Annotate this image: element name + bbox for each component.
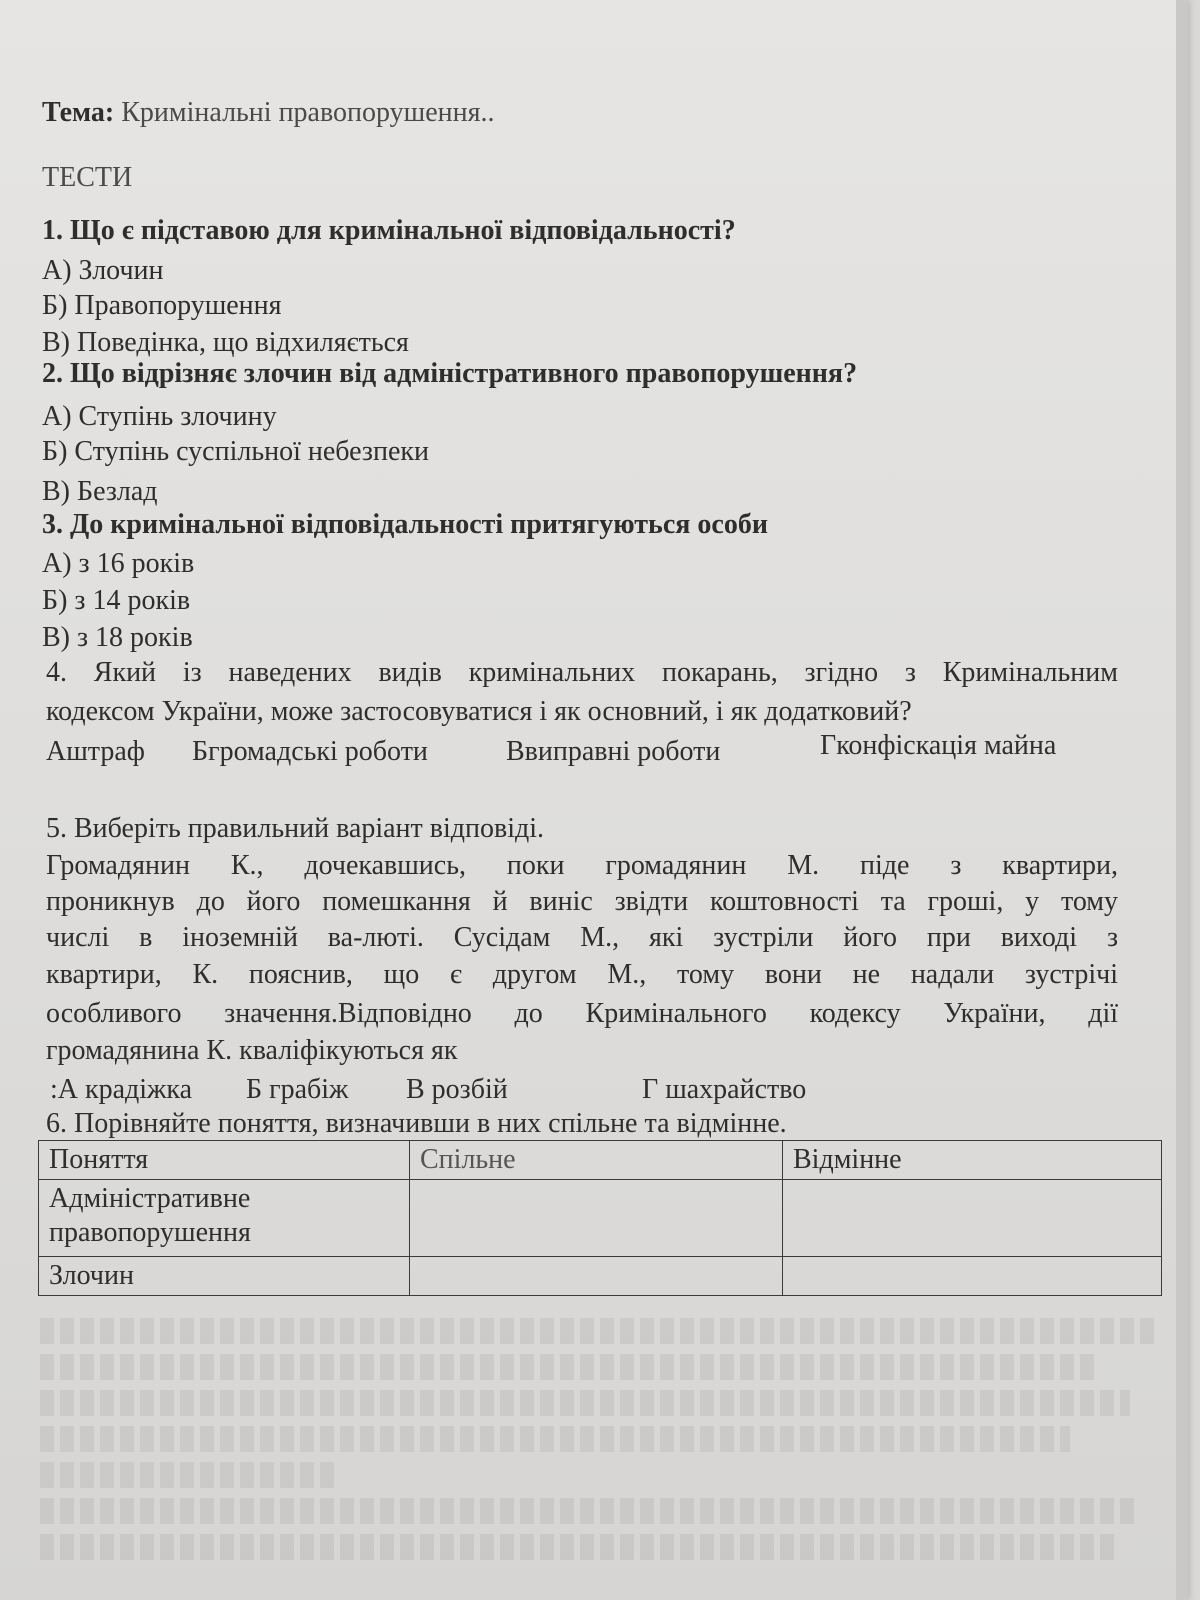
q3-option-c: В) з 18 років xyxy=(42,622,193,653)
comparison-table xyxy=(38,1140,1162,1296)
q5-text-last: громадянина К. кваліфікуються як xyxy=(46,1035,458,1066)
q5-option-b: Б грабіж xyxy=(246,1074,349,1105)
q5-text-line5: особливого значення.Відповідно до Кримінального кодексу України, дії xyxy=(46,998,1118,1029)
table-cell-difference[interactable] xyxy=(783,1180,1162,1257)
topic-label: Тема: xyxy=(42,97,115,128)
table-cell-common[interactable] xyxy=(410,1257,783,1296)
topic-line xyxy=(42,96,494,130)
table-header-difference: Відмінне xyxy=(783,1141,1162,1180)
table-header-common: Спільне xyxy=(410,1141,783,1180)
bleed-through-line xyxy=(40,1318,1160,1344)
q5-text-line3: числі в іноземній ва-люті. Сусідам М., які зустріли його при виході з xyxy=(46,922,1118,953)
q2-option-a: А) Ступінь злочину xyxy=(42,401,277,432)
table-row xyxy=(39,1180,1162,1257)
q5-option-a: :А крадіжка xyxy=(50,1074,193,1105)
table-row xyxy=(39,1257,1162,1296)
bleed-through-line xyxy=(40,1498,1140,1524)
q4-option-d: Гконфіскація майна xyxy=(820,730,1057,761)
q5-text-line4: квартири, К. пояснив, що є другом М., тому вони не надали зустрічі xyxy=(46,959,1118,990)
bleed-through-line xyxy=(40,1462,340,1488)
page-edge xyxy=(1176,0,1188,1600)
q1-option-b: Б) Правопорушення xyxy=(42,290,282,321)
bleed-through-line xyxy=(40,1354,1100,1380)
q1-question: 1. Що є підставою для кримінальної відповідальності? xyxy=(42,215,736,246)
q2-option-c: В) Безлад xyxy=(42,476,158,507)
q6-question: 6. Порівняйте поняття, визначивши в них спільне та відмінне. xyxy=(46,1108,787,1139)
q5-option-c: В розбій xyxy=(406,1074,508,1105)
q1-option-c: В) Поведінка, що відхиляється xyxy=(42,327,409,358)
section-title: ТЕСТИ xyxy=(42,162,133,193)
bleed-through-line xyxy=(40,1390,1130,1416)
q3-question: 3. До кримінальної відповідальності притягуються особи xyxy=(42,509,768,540)
topic-text: Кримінальні правопорушення.. xyxy=(121,97,495,128)
q1-option-a: А) Злочин xyxy=(42,255,164,286)
table-cell-concept: Злочин xyxy=(39,1257,410,1296)
table-cell-difference[interactable] xyxy=(783,1257,1162,1296)
q5-title: 5. Виберіть правильний варіант відповіді. xyxy=(46,813,545,844)
q5-text-line2: проникнув до його помешкання й виніс звідти коштовності та гроші, у тому xyxy=(46,886,1118,917)
q4-option-b: Бгромадські роботи xyxy=(192,736,428,767)
q4-question-line2: кодексом України, може застосовуватися і як основний, і як додатковий? xyxy=(46,696,912,727)
q4-question-line1: 4. Який із наведених видів кримінальних покарань, згідно з Кримінальним xyxy=(46,657,1118,688)
bleed-through-line xyxy=(40,1426,1070,1452)
q5-text-line1: Громадянин К., дочекавшись, поки громадянин М. піде з квартири, xyxy=(46,850,1118,881)
bleed-through-line xyxy=(40,1534,1120,1560)
q4-option-a: Аштраф xyxy=(46,736,145,767)
q5-option-d: Г шахрайство xyxy=(642,1074,807,1105)
q3-option-a: А) з 16 років xyxy=(42,548,195,579)
table-cell-concept: Адміністративне правопорушення xyxy=(39,1180,410,1257)
table-cell-common[interactable] xyxy=(410,1180,783,1257)
q4-option-c: Ввиправні роботи xyxy=(506,736,721,767)
table-header-row xyxy=(39,1141,1162,1180)
table-header-concept: Поняття xyxy=(39,1141,410,1180)
q2-question: 2. Що відрізняє злочин від адміністративного правопорушення? xyxy=(42,358,858,389)
q3-option-b: Б) з 14 років xyxy=(42,585,191,616)
q2-option-b: Б) Ступінь суспільної небезпеки xyxy=(42,436,429,467)
